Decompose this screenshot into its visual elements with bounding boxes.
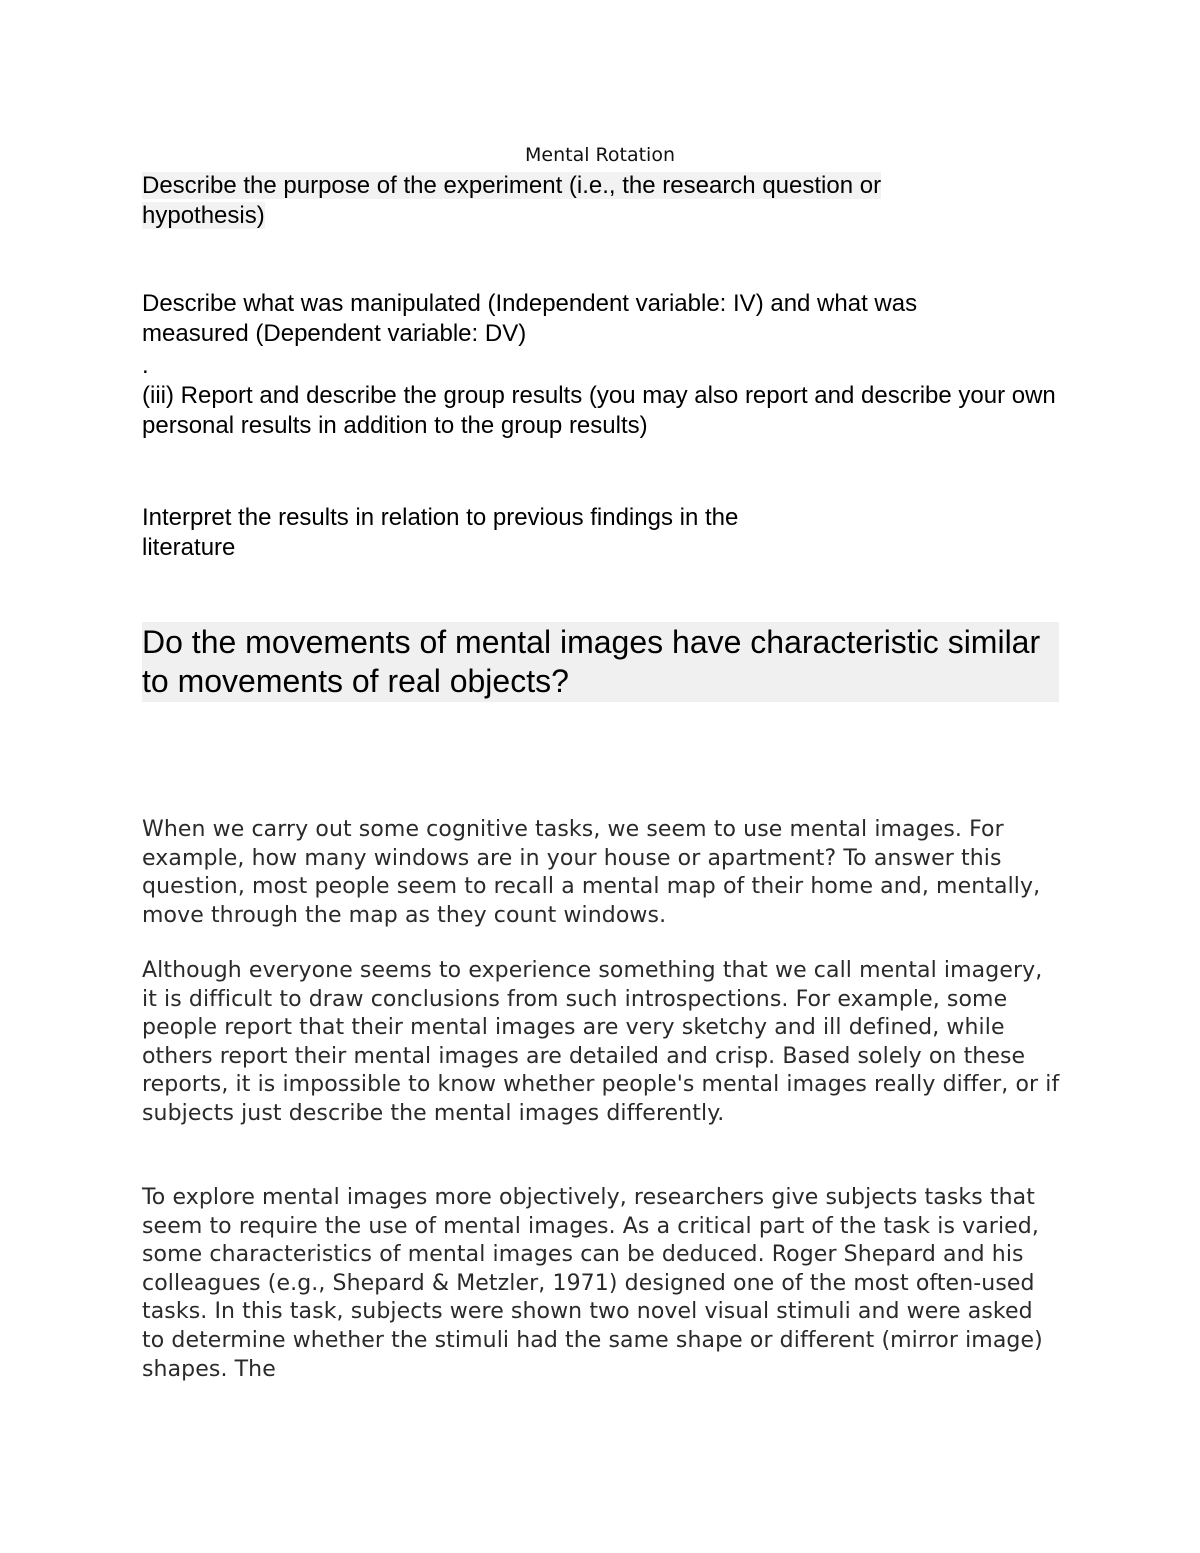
- research-question: Do the movements of mental images have characteristic similar to movements of real objects?: [142, 622, 1059, 702]
- prompt-interpret: Interpret the results in relation to previous findings in the literature: [142, 504, 739, 561]
- body-paragraph-1: When we carry out some cognitive tasks, we seem to use mental images. For example, how many windows are in your house or apartment? To answer this question, most people seem to recall a mental map of their home and, mentally, move through the map as they count windows.: [142, 817, 1041, 928]
- prompt-purpose-text: Describe the purpose of the experiment (i.e., the research question or hypothesis): [142, 172, 882, 229]
- prompt-results: (iii) Report and describe the group results (you may also report and describe your own personal results in addition to the group results): [142, 382, 1056, 439]
- prompt-purpose: [142, 171, 972, 231]
- document-title: Mental Rotation: [525, 144, 675, 166]
- body-paragraph-3: To explore mental images more objectively, researchers give subjects tasks that seem to require the use of mental images. As a critical part of the task is varied, some characteristics of mental images can be deduced. Roger Shepard and his colleagues (e.g., Shepard & Metzler, 1971) designed one of the most often-used tasks. In this task, subjects were shown two novel visual stimuli and were asked to determine whether the stimuli had the same shape or different (mirror image) shapes. The: [142, 1185, 1043, 1382]
- body-paragraph-2: Although everyone seems to experience something that we call mental imagery, it is difficult to draw conclusions from such introspections. For example, some people report that their mental images are very sketchy and ill defined, while others report their mental images are detailed and crisp. Based solely on these reports, it is impossible to know whether people's mental images really differ, or if subjects just describe the mental images differently.: [142, 958, 1060, 1126]
- prompt-dot: .: [142, 352, 149, 379]
- prompt-variables: Describe what was manipulated (Independent variable: IV) and what was measured (Dependent variable: DV): [142, 290, 918, 347]
